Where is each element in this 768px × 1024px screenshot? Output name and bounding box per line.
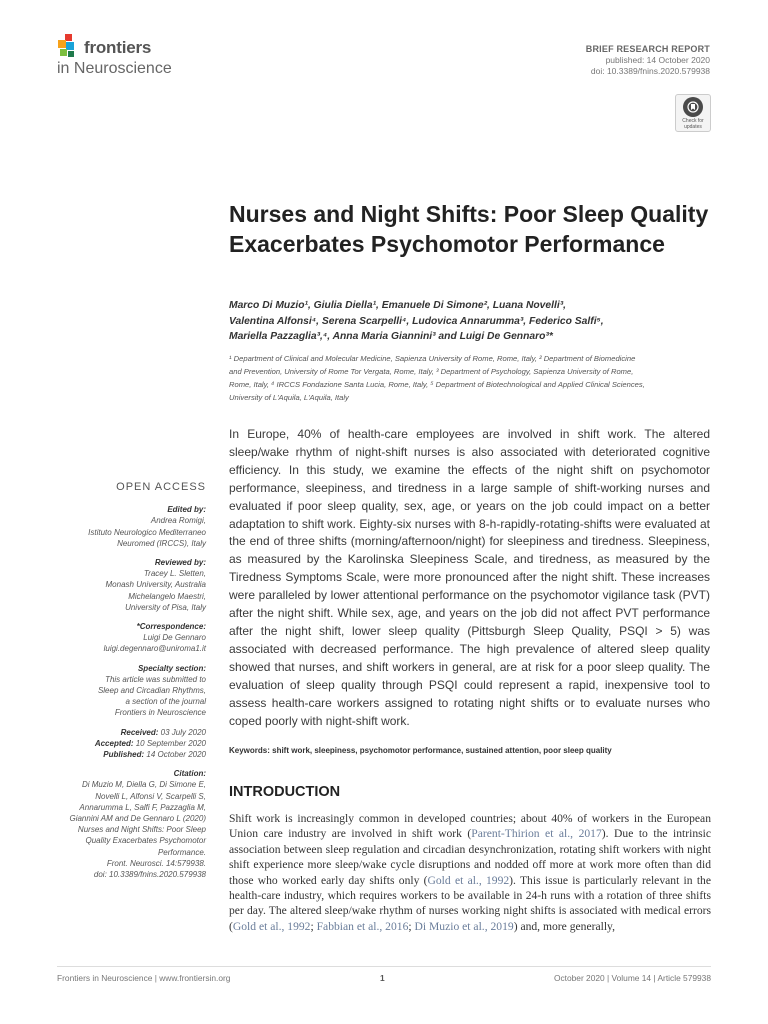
journal-name: in Neuroscience — [57, 60, 172, 77]
published-date: published: 14 October 2020 — [605, 55, 710, 65]
section-heading-introduction: INTRODUCTION — [229, 784, 341, 800]
published-date-sidebar: Published: 14 October 2020 — [103, 750, 206, 760]
article-type: BRIEF RESEARCH REPORT — [585, 44, 710, 54]
citation-link[interactable]: Di Muzio et al., 2019 — [414, 919, 514, 933]
reviewed-by: Reviewed by: Tracey L. Sletten, Monash University, Australia Michelangelo Maestri, University of Pisa, Italy — [105, 558, 206, 612]
accepted-date: Accepted: 10 September 2020 — [94, 738, 206, 748]
article-doi[interactable]: doi: 10.3389/fnins.2020.579938 — [590, 66, 710, 76]
affiliation-line: Rome, Italy, ⁴ IRCCS Fondazione Santa Lucia, Rome, Italy, ⁵ Department of Biotechnological and Applied Clinical Sciences, — [229, 380, 645, 389]
citation-link[interactable]: Parent-Thirion et al., 2017 — [471, 827, 602, 841]
journal-brand: frontiers — [84, 38, 152, 57]
specialty-section: Specialty section: This article was submitted to Sleep and Circadian Rhythms, a section of the journal Frontiers in Neuroscience — [97, 663, 206, 718]
citation-link[interactable]: Gold et al., 1992 — [427, 873, 510, 887]
author-line[interactable]: Mariella Pazzaglia³,⁴, Anna Maria Giannini³ and Luigi De Gennaro³* — [229, 331, 553, 342]
citation-doi-link[interactable]: doi: 10.3389/fnins.2020.579938 — [93, 870, 206, 880]
dates — [50, 727, 206, 761]
bookmark-icon — [683, 97, 703, 117]
affiliations — [229, 352, 714, 404]
author-line[interactable]: Marco Di Muzio¹, Giulia Diella¹, Emanuele Di Simone², Luana Novelli³, — [229, 300, 566, 311]
page-number: 1 — [380, 973, 385, 983]
footer-issue-info: October 2020 | Volume 14 | Article 579938 — [553, 973, 711, 983]
keywords: Keywords: shift work, sleepiness, psychomotor performance, sustained attention, poor sleep quality — [229, 746, 612, 755]
citation: Citation: Di Muzio M, Diella G, Di Simone E, Novelli L, Alfonsi V, Scarpelli S, Annarumma L, Salfi F, Pazzaglia M, Giannini AM and De Gennaro L (2020) Nurses and Night Shifts: Poor Sleep Quality Exacerbates Psychomotor Performance. Front. Neurosci. 14:579938. doi: 10.3389/fnins.2020.579938 — [50, 768, 206, 880]
affiliation-line: and Prevention, University of Rome Tor Vergata, Rome, Italy, ³ Department of Psychology, Sapienza University of Rome, — [229, 367, 634, 376]
article-meta — [586, 44, 710, 77]
citation-link[interactable]: Fabbian et al., 2016 — [316, 919, 409, 933]
check-updates-line2: updates — [684, 124, 702, 130]
check-for-updates-button[interactable] — [675, 94, 711, 132]
affiliation-line: ¹ Department of Clinical and Molecular Medicine, Sapienza University of Rome, Rome, Italy, ² Department of Biomedicine — [229, 354, 636, 363]
open-access-label: OPEN ACCESS — [116, 481, 206, 493]
author-line[interactable]: Valentina Alfonsi⁴, Serena Scarpelli⁴, Ludovica Annarumma³, Federico Salfi⁵, — [229, 315, 604, 327]
received-date: Received: 03 July 2020 — [120, 727, 206, 737]
article-title: Nurses and Night Shifts: Poor Sleep Quality Exacerbates Psychomotor Performance — [229, 201, 709, 257]
correspondence-email-link[interactable]: luigi.degennaro@uniroma1.it — [103, 644, 206, 654]
citation-link[interactable]: Gold et al., 1992 — [232, 919, 311, 933]
abstract: In Europe, 40% of health-care employees are involved in shift work. The altered sleep/wake rhythm of night-shift nurses is also associated with deteriorated cognitive efficiency. In this study, we examine the effects of the night shift on psychomotor performance, sleepiness, and tiredness in a large sample of shift-working nurses and evaluated if poor sleep quality, sex, age, or years on the job could impact on a better adaptation to shift work. Eighty-six nurses with 8-h-rapidly-rotating-shifts were evaluated at the end of three shifts (morning/afternoon/night) for sleepiness and tiredness. Sleepiness, as measured by the Karolinska Sleepiness Scale, and tiredness, as measured by the Tiredness Symptoms Scale, were more pronounced after the night shift. These increases were paralleled by lower attentional performance on the psychomotor vigilance task (PVT) after the night shift. While sex, age, and years on the job did not affect PVT performance after the night shift, lower sleep quality (Pittsburgh Sleep Quality, PSQI > 5) was associated with decreased performance. The high prevalence of altered sleep quality showed that nurses, and shift workers in general, are at risk for a poor sleep quality. The evaluation of sleep quality through PSQI could represent a rapid, inexpensive tool to assess health-care workers assigned to rotating night shifts or to evaluate nurses who coped poorly with night-shift work. — [229, 427, 710, 728]
affiliation-line: University of L'Aquila, L'Aquila, Italy — [229, 393, 349, 402]
check-updates-line1: Check for — [682, 118, 704, 124]
author-list — [229, 298, 709, 345]
edited-by: Edited by: Andrea Romigi, Istituto Neurologico Mediterraneo Neuromed (IRCCS), Italy — [88, 505, 206, 548]
introduction-text: Shift work is increasingly common in developed countries; about 40% of workers in the European Union care industry are involved in shift work (Parent-Thirion et al., 2017). Due to the intrinsic association between sleep regulation and circadian desynchronization, rotating shift workers with night shift experience more sleep/wake cycle disruptions and nodded off more at work more often than did those who worked early day shifts only (Gold et al., 1992). This issue is particularly relevant in the health-care industry, which requires workers to be available in 24-h runs with a rotation of three shifts per day. The altered sleep/wake rhythm of nurses working night shifts is associated with medical errors (Gold et al., 1992; Fabbian et al., 2016; Di Muzio et al., 2019) and, more generally, — [229, 812, 712, 933]
correspondence: *Correspondence: Luigi De Gennaro luigi.degennaro@uniroma1.it — [50, 621, 206, 655]
article-sidebar — [50, 482, 206, 888]
footer-journal-link[interactable]: Frontiers in Neuroscience | www.frontiersin.org — [57, 973, 231, 983]
footer-divider — [57, 966, 711, 967]
